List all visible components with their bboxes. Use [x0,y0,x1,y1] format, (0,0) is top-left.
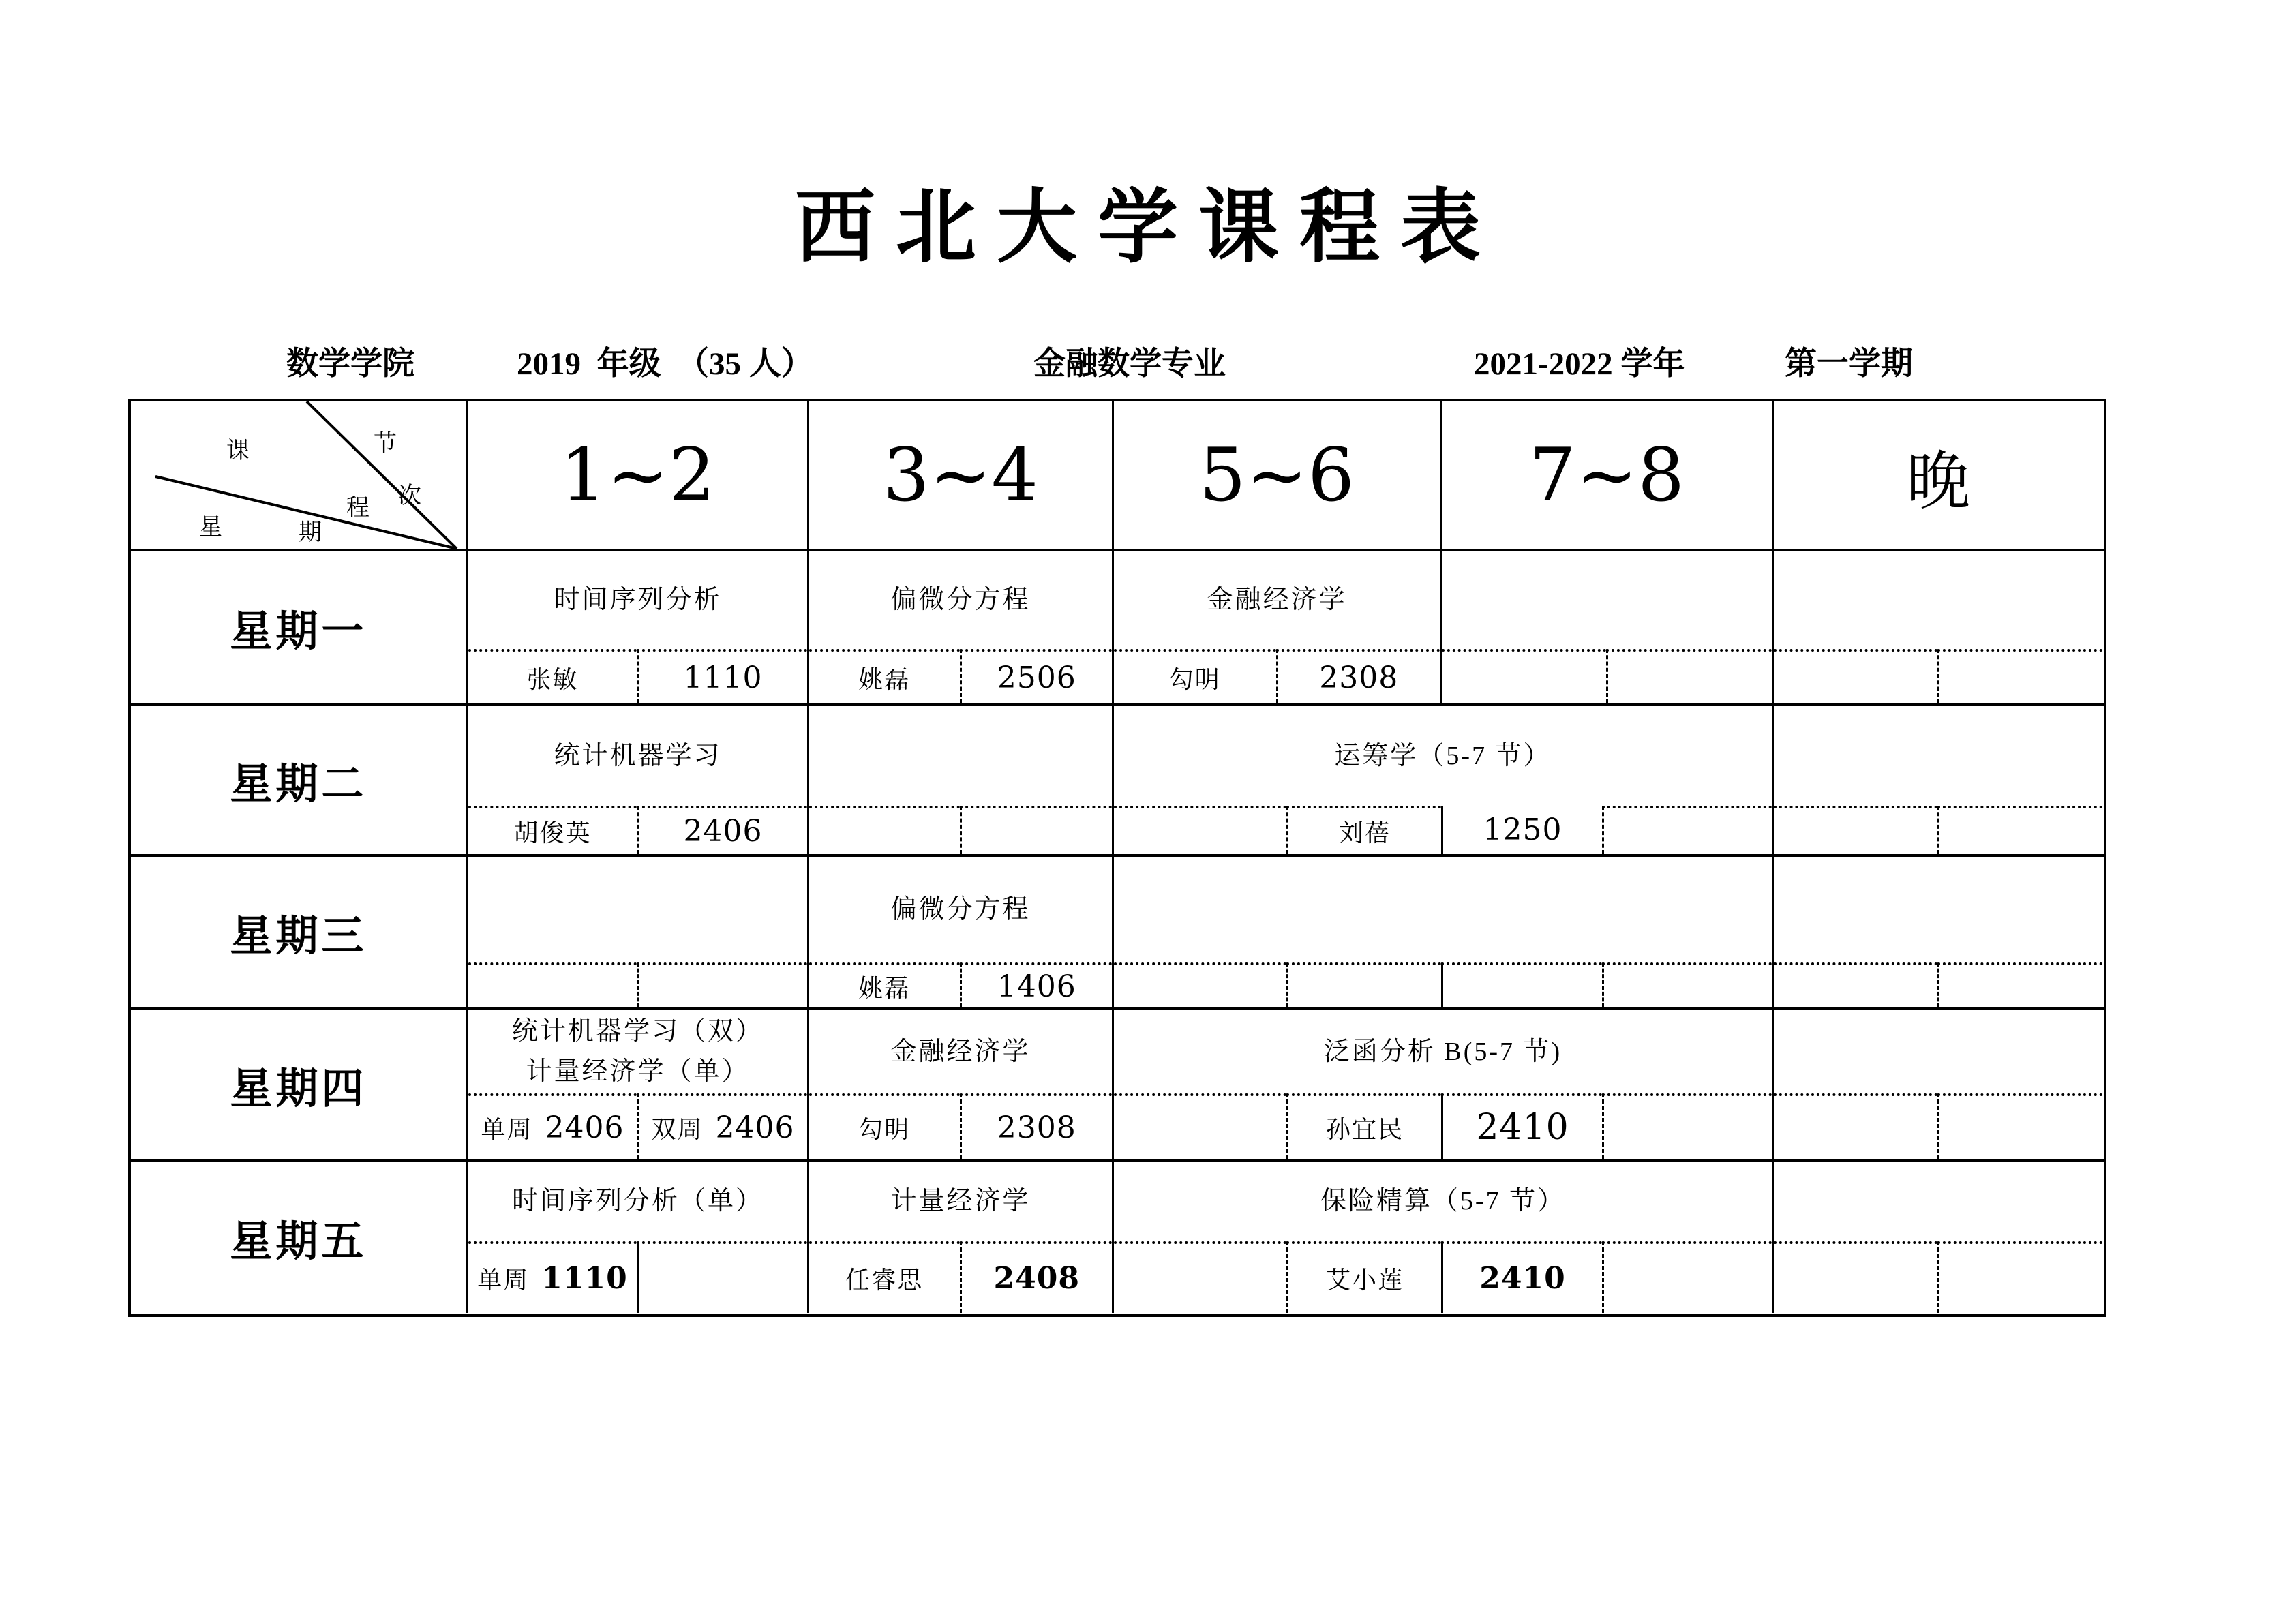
teacher-name: 任睿思 [809,1241,960,1313]
teacher-name: 勾明 [809,1093,960,1159]
room-number: 1406 [960,962,1113,1007]
info-major: 金融数学专业 [1033,346,1226,382]
course-name: 统计机器学习（双） 计量经济学（单） [511,1017,764,1086]
room-number: 2308 [1276,649,1440,703]
day-label-monday: 星期一 [131,551,468,703]
merged-course-cell [1114,1010,1774,1159]
teacher-name: 姚磊 [809,962,960,1007]
course-name: 运筹学（5-7 节） [1334,741,1552,770]
corner-label-cheng: 程 [346,496,369,521]
room-number: 2308 [960,1093,1113,1159]
room-number: 2408 [960,1241,1113,1313]
odd-week-room: 单周 1110 [468,1241,637,1313]
page-title: 西北大学课程表 [794,179,1501,274]
room-number: 2506 [960,649,1113,703]
row-tuesday [131,706,2104,857]
corner-cell [131,401,468,549]
col-header-1-2: 1~2 [468,401,809,549]
corner-label-ke: 课 [226,438,250,464]
empty-cell [1774,1162,2102,1313]
timetable [128,399,2106,1317]
merged-empty-cell [1114,857,1774,1007]
col-header-evening: 晚 [1905,444,1970,519]
course-name: 偏微分方程 [890,895,1031,924]
teacher-name: 刘蓓 [1286,806,1441,854]
empty-cell [809,706,1114,854]
row-friday [131,1162,2104,1313]
course-cell-odd-week [468,1162,809,1313]
info-semester: 第一学期 [1785,346,1913,382]
room-number: 2410 [1441,1241,1602,1313]
room-number: 2410 [1441,1093,1602,1159]
course-name: 统计机器学习 [554,741,722,770]
teacher-name: 姚磊 [809,649,960,703]
empty-cell [1774,1010,2102,1159]
teacher-name: 胡俊英 [468,806,637,854]
course-cell-alternating [468,1010,809,1159]
info-grade: 2019 年级 （35 人） [517,346,813,382]
empty-cell [1442,551,1774,703]
course-name: 时间序列分析（单） [511,1187,764,1216]
teacher-name: 艾小莲 [1286,1241,1441,1313]
course-cell [468,706,809,854]
header-row [131,401,2104,551]
empty-cell [1774,857,2102,1007]
corner-label-ci: 次 [398,483,421,509]
day-label-thursday: 星期四 [131,1010,468,1159]
day-label-wednesday: 星期三 [131,857,468,1007]
course-name: 金融经济学 [890,1037,1031,1066]
odd-week-room: 单周 2406 [468,1093,637,1159]
teacher-name: 勾明 [1114,649,1276,703]
room-number: 2406 [637,806,807,854]
course-cell [809,551,1114,703]
day-label-friday: 星期五 [131,1162,468,1313]
corner-label-jie: 节 [374,431,397,457]
merged-course-cell [1114,706,1774,854]
room-number: 1110 [637,649,807,703]
empty-cell [468,857,809,1007]
day-label-tuesday: 星期二 [131,706,468,854]
row-monday [131,551,2104,706]
course-name: 计量经济学 [890,1187,1031,1216]
teacher-name: 孙宜民 [1286,1093,1441,1159]
info-college: 数学学院 [286,346,414,382]
col-header-7-8: 7~8 [1442,401,1774,549]
col-header-5-6: 5~6 [1114,401,1442,549]
course-name: 保险精算（5-7 节） [1320,1187,1566,1216]
corner-label-xing: 星 [199,515,222,540]
course-cell [1114,551,1442,703]
course-cell [809,1010,1114,1159]
teacher-name: 张敏 [468,649,637,703]
empty-cell [1774,706,2102,854]
empty-cell [1774,551,2102,703]
row-wednesday [131,857,2104,1010]
corner-label-qi: 期 [299,520,322,545]
course-name: 泛函分析 B(5-7 节) [1323,1037,1562,1066]
course-cell [809,857,1114,1007]
course-cell [809,1162,1114,1313]
even-week-room: 双周 2406 [637,1093,807,1159]
course-name: 金融经济学 [1207,586,1347,615]
col-header-3-4: 3~4 [809,401,1114,549]
course-cell [468,551,809,703]
row-thursday [131,1010,2104,1162]
info-academic-year: 2021-2022 学年 [1474,346,1685,382]
merged-course-cell [1114,1162,1774,1313]
course-name: 偏微分方程 [890,586,1031,615]
room-number: 1250 [1441,806,1602,854]
course-name: 时间序列分析 [554,586,722,615]
